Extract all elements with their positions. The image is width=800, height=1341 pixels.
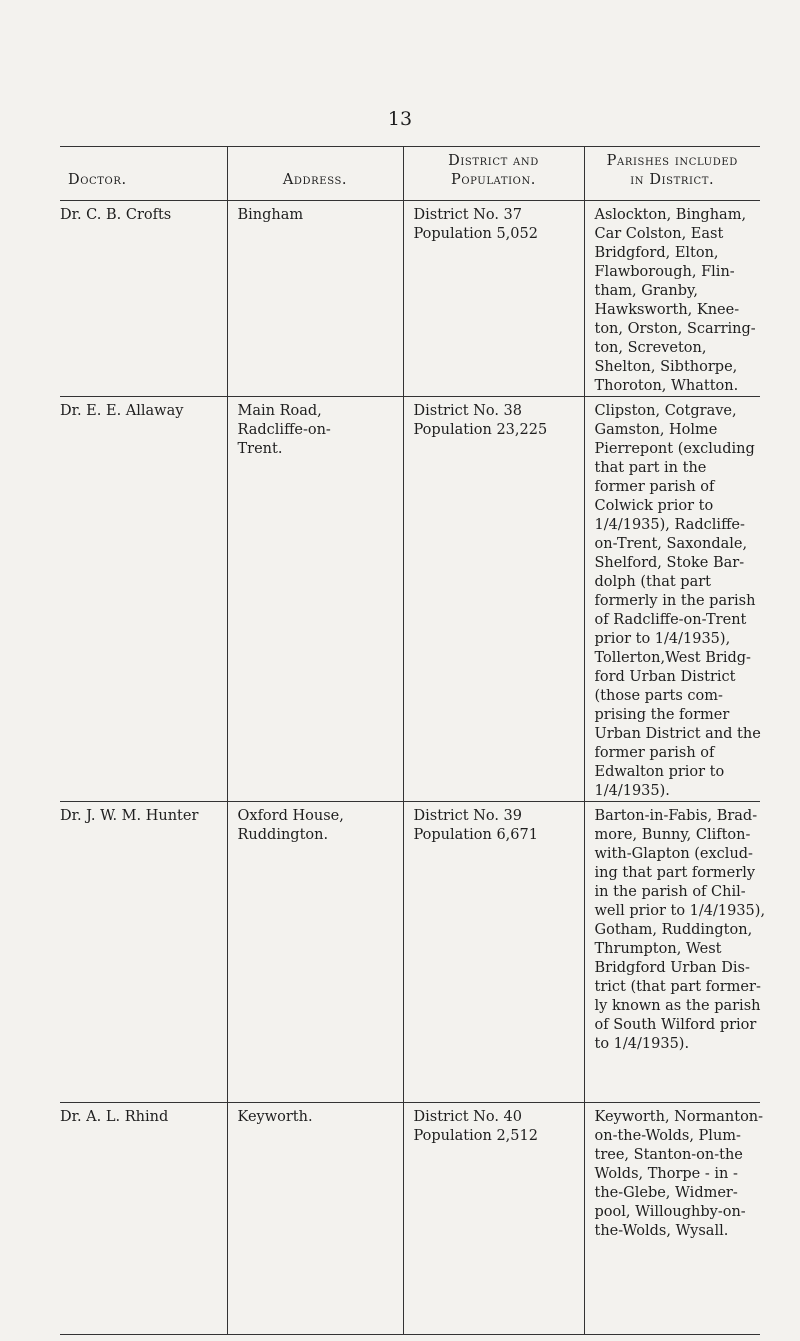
- doctor-cell: Dr. J. W. M. Hunter: [60, 802, 227, 1103]
- header-parishes: Parishes included in District.: [584, 147, 760, 201]
- doctor-cell: Dr. E. E. Allaway: [60, 397, 227, 802]
- header-doctor: Doctor.: [60, 147, 227, 201]
- table-row: [60, 201, 760, 397]
- doctor-cell: Dr. A. L. Rhind: [60, 1103, 227, 1335]
- district-cell: District No. 38 Population 23,225: [403, 397, 584, 802]
- parishes-cell: Barton-in-Fabis, Brad- more, Bunny, Clifton- with-Glapton (exclud- ing that part formerly in the parish of Chil- well prior to 1/4/1935), Gotham, Ruddington, Thrumpton, West Bridgford Urban Dis- trict (that part former- ly known as the parish of South Wilford prior to 1/4/1935).: [584, 802, 760, 1103]
- address-cell: Main Road, Radcliffe-on- Trent.: [227, 397, 403, 802]
- table-row: [60, 397, 760, 802]
- page-number: 13: [387, 108, 413, 130]
- table-row: [60, 802, 760, 1103]
- district-table: [60, 146, 766, 1335]
- district-cell: District No. 37 Population 5,052: [403, 201, 584, 397]
- parishes-cell: Clipston, Cotgrave, Gamston, Holme Pierrepont (excluding that part in the former parish of Colwick prior to 1/4/1935), Radcliffe- on-Trent, Saxondale, Shelford, Stoke Bar- dolph (that part formerly in the parish of Radcliffe-on-Trent prior to 1/4/1935), Tollerton,West Bridg- ford Urban District (those parts com- prising the former Urban District and the former parish of Edwalton prior to 1/4/1935).: [584, 397, 760, 802]
- header-row: [60, 147, 760, 201]
- parishes-cell: Aslockton, Bingham, Car Colston, East Bridgford, Elton, Flawborough, Flin- tham, Granby, Hawksworth, Knee- ton, Orston, Scarring- ton, Screveton, Shelton, Sibthorpe, Thoroton, Whatton.: [584, 201, 760, 397]
- header-district: District and Population.: [403, 147, 584, 201]
- header-address: Address.: [227, 147, 403, 201]
- address-cell: Keyworth.: [227, 1103, 403, 1335]
- district-cell: District No. 40 Population 2,512: [403, 1103, 584, 1335]
- parishes-cell: Keyworth, Normanton- on-the-Wolds, Plum- tree, Stanton-on-the Wolds, Thorpe - in - the-Glebe, Widmer- pool, Willoughby-on- the-Wolds, Wysall.: [584, 1103, 760, 1335]
- district-cell: District No. 39 Population 6,671: [403, 802, 584, 1103]
- doctor-cell: Dr. C. B. Crofts: [60, 201, 227, 397]
- table-row: [60, 1103, 760, 1335]
- address-cell: Oxford House, Ruddington.: [227, 802, 403, 1103]
- address-cell: Bingham: [227, 201, 403, 397]
